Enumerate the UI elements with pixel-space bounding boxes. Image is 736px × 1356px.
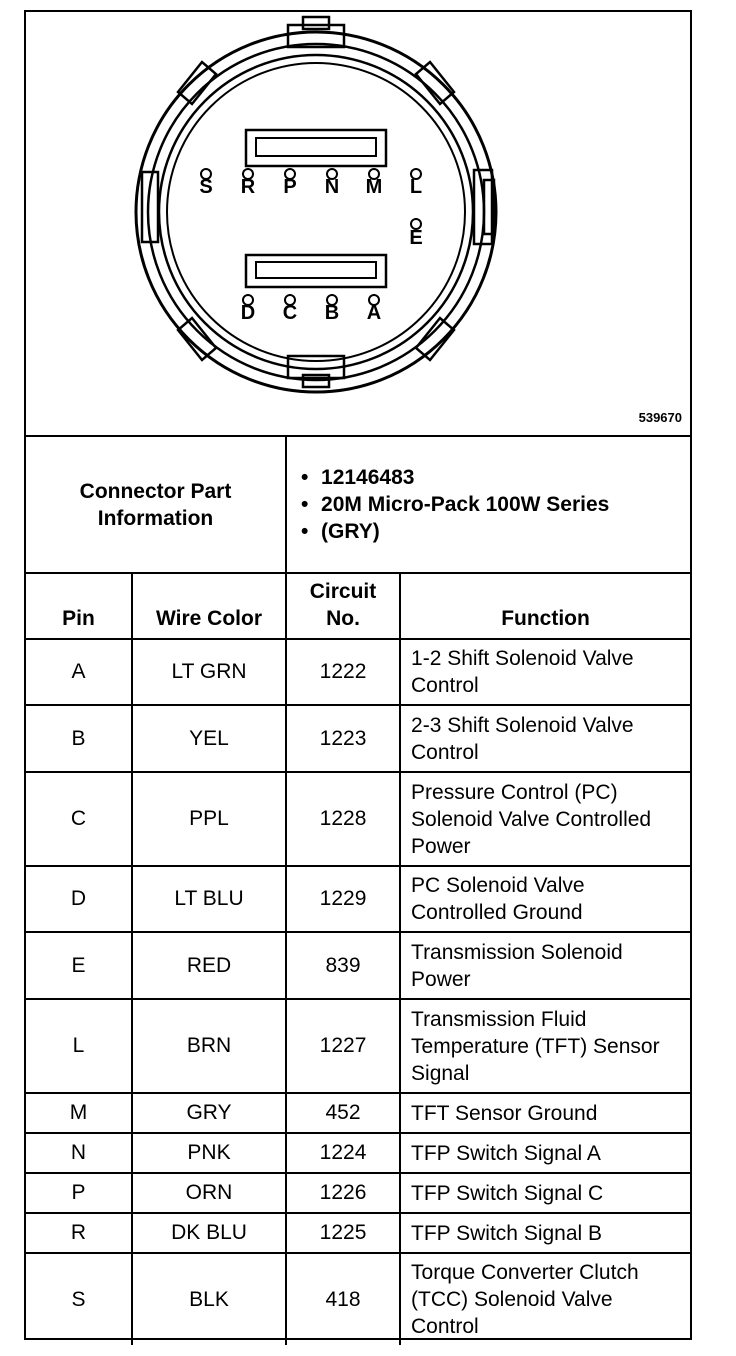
wire-color-cell: RED [132, 932, 286, 999]
function-cell: 2-3 Shift Solenoid Valve Control [400, 705, 690, 772]
pin-label-d: D [240, 302, 256, 324]
connector-part-number: • 12146483 [297, 464, 680, 491]
upper-right-tab [416, 62, 454, 104]
table-row [26, 932, 690, 999]
wire-color-cell: ORN [132, 1173, 286, 1213]
connector-diagram [26, 12, 690, 437]
circuit-cell: 452 [286, 1093, 400, 1133]
connector-info-cell [286, 437, 690, 573]
table-row [26, 1093, 690, 1133]
figure-number: 539670 [638, 410, 682, 425]
wire-color-cell: PPL [132, 772, 286, 866]
connector-face-drawing [26, 12, 690, 435]
function-cell: 1-2 Shift Solenoid Valve Control [400, 639, 690, 705]
connector-color: • (GRY) [297, 518, 680, 545]
wire-color-cell: BRN [132, 999, 286, 1093]
function-cell: Transmission Fluid Temperature (TFT) Sensor Signal [400, 999, 690, 1093]
upper-left-tab [178, 62, 216, 104]
pin-cell: R [26, 1213, 132, 1253]
wire-color-cell: PNK [132, 1133, 286, 1173]
header-function: Function [400, 573, 690, 639]
circuit-cell: 1225 [286, 1213, 400, 1253]
connector-info-row [26, 437, 690, 573]
circuit-cell: 1229 [286, 866, 400, 932]
function-cell: PC Solenoid Valve Controlled Ground [400, 866, 690, 932]
circuit-cell: 418 [286, 1253, 400, 1345]
function-cell: Torque Converter Clutch (TCC) Solenoid Valve Control [400, 1253, 690, 1345]
circuit-cell: 1224 [286, 1133, 400, 1173]
function-cell: Pressure Control (PC) Solenoid Valve Controlled Power [400, 772, 690, 866]
wire-color-cell: GRY [132, 1093, 286, 1133]
pin-cell: N [26, 1133, 132, 1173]
wire-color-cell: LT GRN [132, 639, 286, 705]
circuit-cell: 1222 [286, 639, 400, 705]
connector-info-list [297, 464, 680, 545]
wire-color-cell: BLK [132, 1253, 286, 1345]
lower-right-tab [416, 318, 454, 360]
pin-label-s: S [199, 176, 213, 198]
function-cell: TFT Sensor Ground [400, 1093, 690, 1133]
table-row [26, 639, 690, 705]
document-frame [24, 10, 692, 1340]
wire-color-cell: DK BLU [132, 1213, 286, 1253]
lower-left-tab [178, 318, 216, 360]
table-row [26, 1133, 690, 1173]
table-row [26, 999, 690, 1093]
table-header-row [26, 573, 690, 639]
circuit-cell: 1228 [286, 772, 400, 866]
pin-label-b: B [324, 302, 340, 324]
pin-label-m: M [365, 176, 383, 198]
header-wire-color: Wire Color [132, 573, 286, 639]
pin-label-e: E [409, 227, 423, 249]
table-row [26, 866, 690, 932]
upper-terminal-slot-inner [256, 138, 376, 156]
pin-cell: C [26, 772, 132, 866]
pin-cell: E [26, 932, 132, 999]
top-latch-cap [303, 17, 329, 29]
table-row [26, 705, 690, 772]
pin-label-r: R [240, 176, 256, 198]
pin-label-a: A [366, 302, 382, 324]
upper-terminal-slot [246, 130, 386, 166]
table-row [26, 772, 690, 866]
header-circuit: Circuit No. [286, 573, 400, 639]
wire-color-cell: LT BLU [132, 866, 286, 932]
pinout-table [26, 437, 690, 1345]
circuit-cell: 839 [286, 932, 400, 999]
function-cell: TFP Switch Signal A [400, 1133, 690, 1173]
table-row [26, 1253, 690, 1345]
pin-label-c: C [282, 302, 298, 324]
lower-terminal-slot [246, 255, 386, 287]
circuit-cell: 1226 [286, 1173, 400, 1213]
circuit-cell: 1223 [286, 705, 400, 772]
function-cell: TFP Switch Signal B [400, 1213, 690, 1253]
table-row [26, 1173, 690, 1213]
pin-cell: D [26, 866, 132, 932]
wire-color-cell: YEL [132, 705, 286, 772]
pin-cell: B [26, 705, 132, 772]
circuit-cell: 1227 [286, 999, 400, 1093]
connector-face-ring [167, 63, 465, 361]
function-cell: Transmission Solenoid Power [400, 932, 690, 999]
outer-shell-ring [136, 32, 496, 392]
pin-label-p: P [283, 176, 297, 198]
lower-terminal-slot-inner [256, 262, 376, 278]
pin-cell: S [26, 1253, 132, 1345]
inner-shell-ring [159, 55, 473, 369]
pin-label-l: L [409, 176, 423, 198]
connector-series: • 20M Micro-Pack 100W Series [297, 491, 680, 518]
header-pin: Pin [26, 573, 132, 639]
pin-cell: A [26, 639, 132, 705]
function-cell: TFP Switch Signal C [400, 1173, 690, 1213]
pin-cell: P [26, 1173, 132, 1213]
pin-cell: L [26, 999, 132, 1093]
pin-label-n: N [324, 176, 340, 198]
table-row [26, 1213, 690, 1253]
pin-cell: M [26, 1093, 132, 1133]
connector-info-label: Connector Part Information [26, 437, 286, 573]
